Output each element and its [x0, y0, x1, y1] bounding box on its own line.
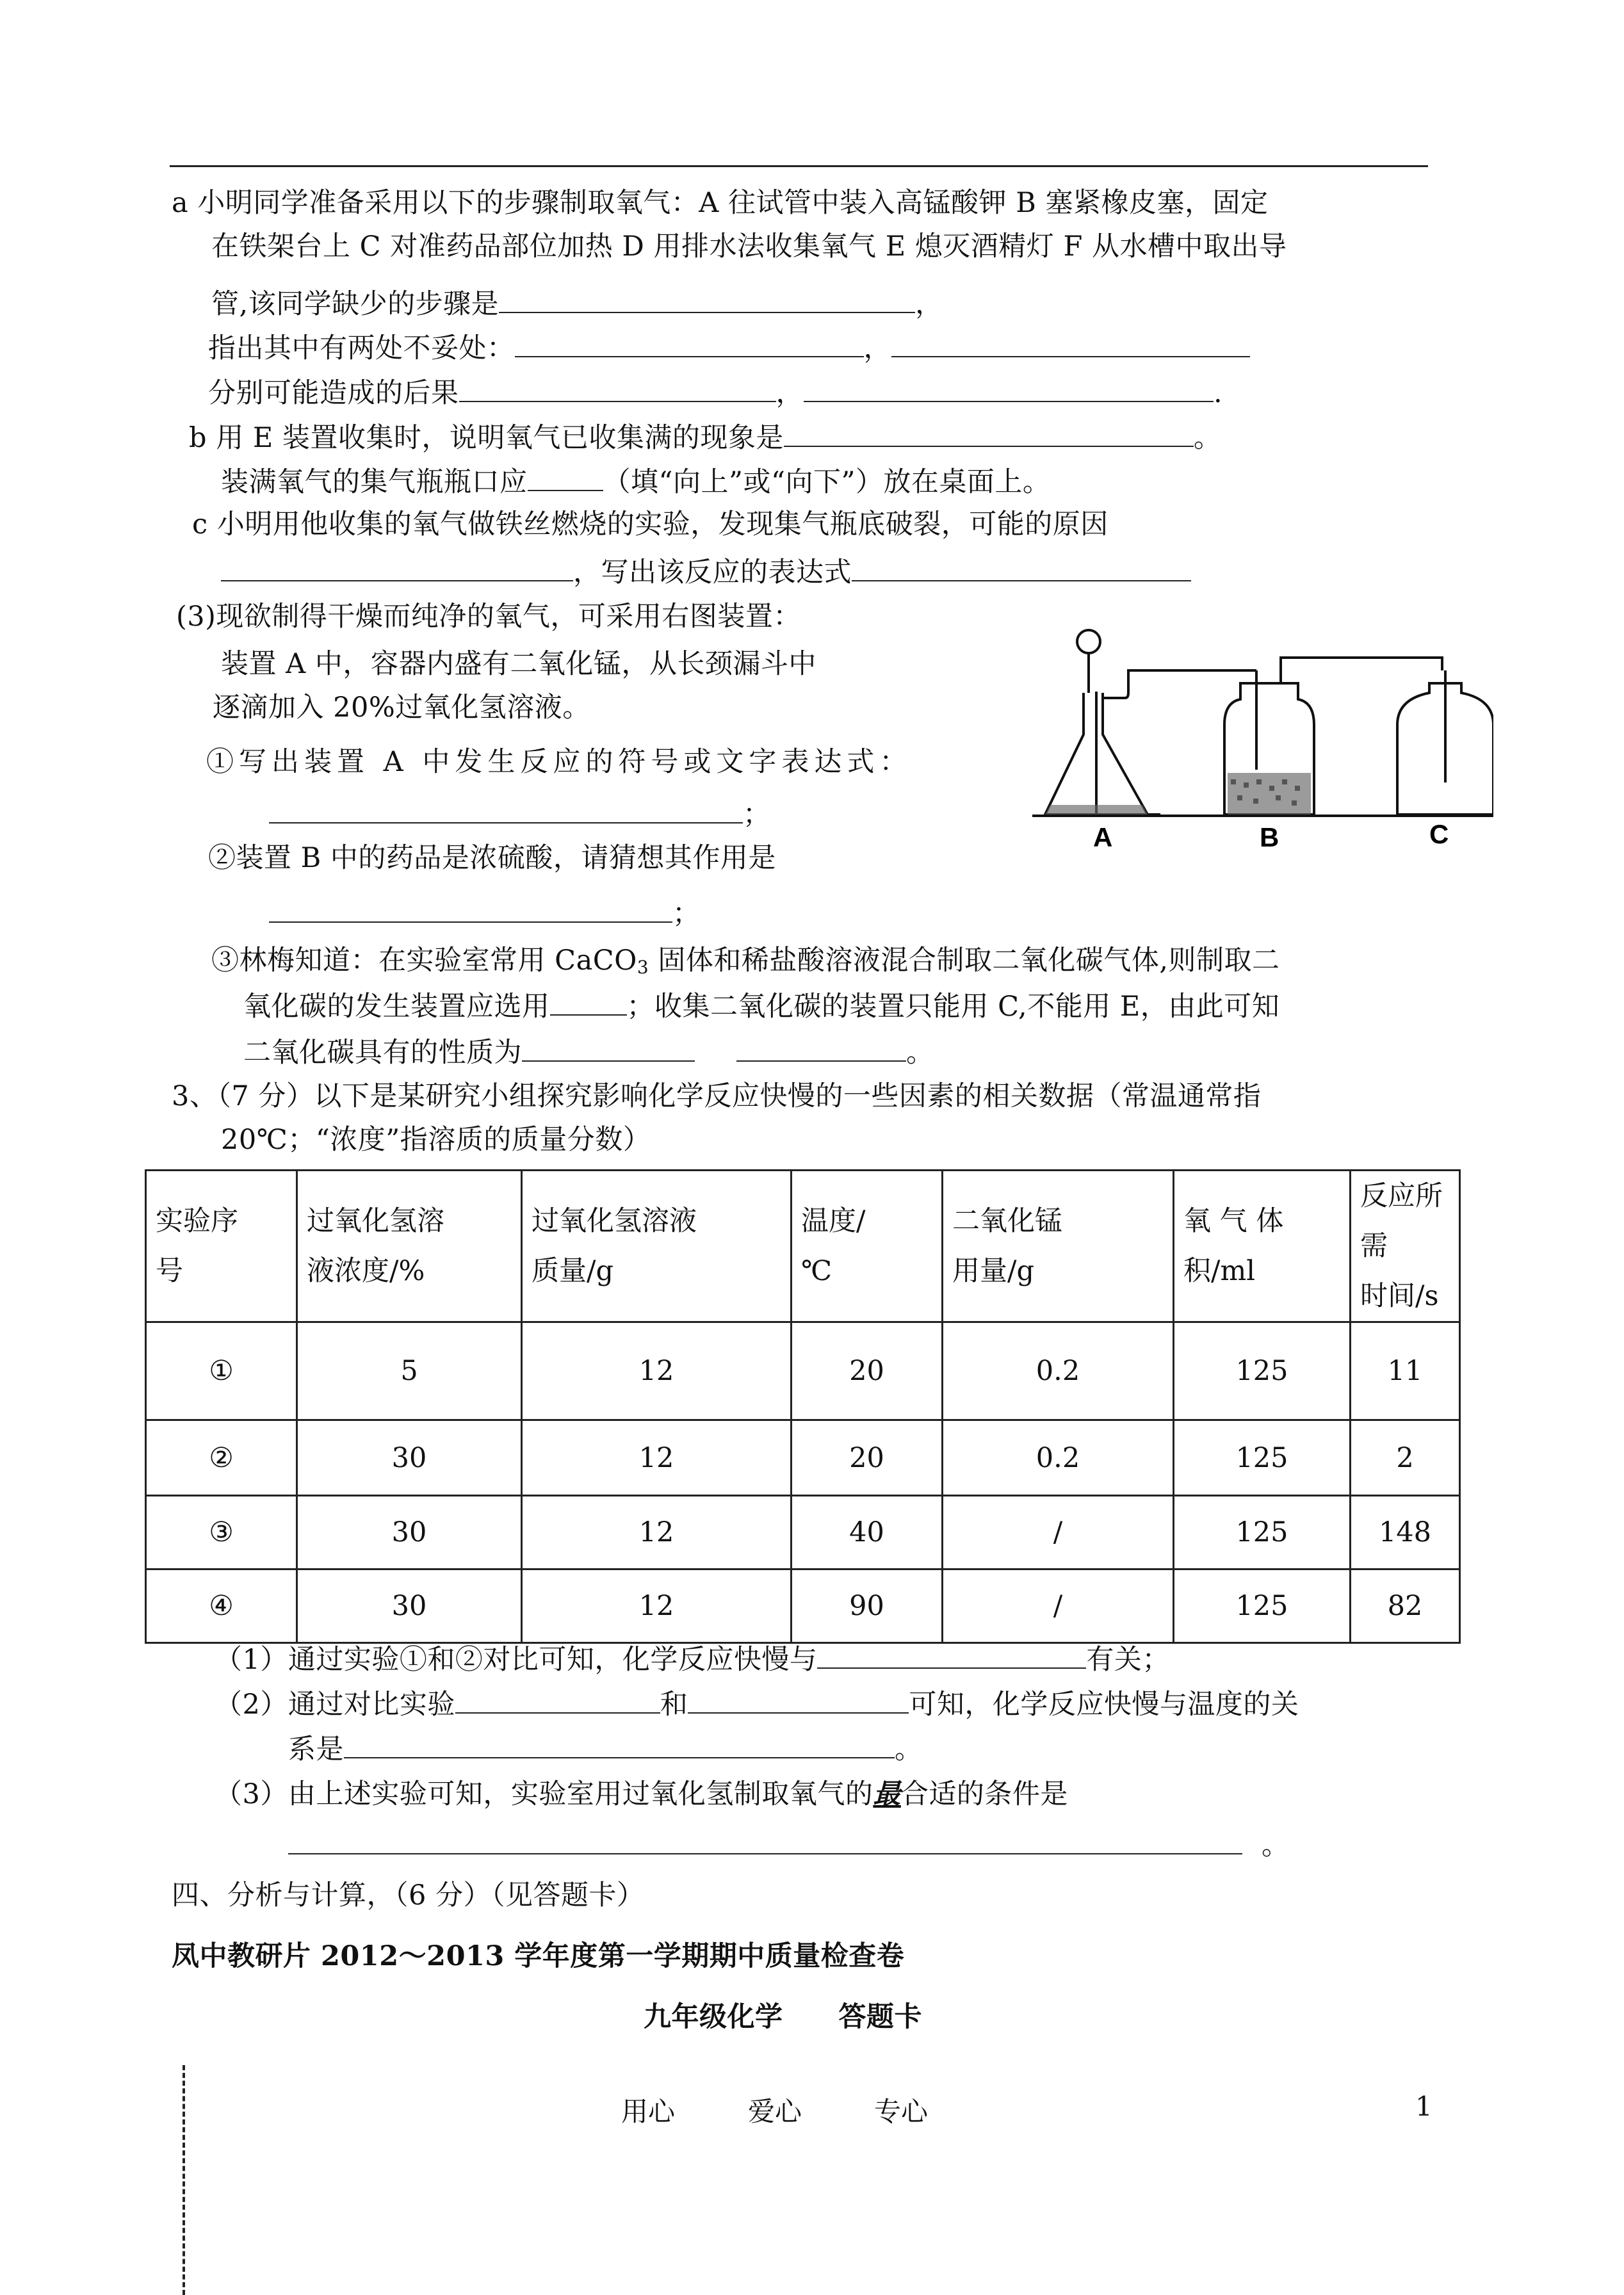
q3part-sub3-line2	[243, 986, 1279, 1026]
table-cell: 30	[297, 1420, 522, 1496]
table-row	[146, 1569, 1460, 1643]
header-rule	[170, 165, 1428, 167]
after-q3-answer	[288, 1825, 1290, 1865]
after-q2-line2-end: 。	[895, 1733, 923, 1765]
q2a-line5-text: 分别可能造成的后果	[208, 377, 459, 409]
table-cell: 20	[792, 1420, 943, 1496]
improper-2-blank[interactable]	[891, 328, 1250, 357]
table-cell: /	[943, 1569, 1174, 1643]
after-q2-and: 和	[660, 1689, 688, 1721]
header-cell: 二氧化锰 用量/g	[943, 1171, 1174, 1322]
q3part-line1: (3)现欲制得干燥而纯净的氧气，可采用右图装置：	[176, 601, 801, 633]
cause-blank[interactable]	[221, 552, 573, 581]
sub3-line2-text: 氧化碳的发生装置应选用	[243, 991, 550, 1023]
q2b-line2	[221, 462, 1050, 501]
q2b-line1	[189, 418, 1221, 457]
q2a-line4-sep: ，	[863, 332, 891, 364]
q2c-line1: c 小明用他收集的氧气做铁丝燃烧的实验，发现集气瓶底破裂，可能的原因	[192, 508, 1108, 540]
q2b-line2-hint: （填“向上”或“向下”）放在桌面上。	[603, 466, 1051, 498]
speed-factor-blank[interactable]	[817, 1639, 1086, 1669]
after-q3-text-b: 合适的条件是	[900, 1778, 1068, 1810]
q3part-sub1: ①写出装置 A 中发生反应的符号或文字表达式：	[206, 746, 913, 778]
q3-line2: 20℃；“浓度”指溶质的质量分数）	[221, 1124, 651, 1156]
table-cell: 20	[792, 1322, 943, 1420]
table-cell: ②	[146, 1420, 297, 1496]
table-cell: 148	[1351, 1496, 1460, 1569]
after-q1-text: （1）通过实验①和②对比可知，化学反应快慢与	[215, 1644, 818, 1676]
after-q3-end: 。	[1262, 1829, 1290, 1861]
q3part-line2: 装置 A 中，容器内盛有二氧化锰，从长颈漏斗中	[221, 648, 816, 680]
table-cell: 82	[1351, 1569, 1460, 1643]
b-purpose-blank[interactable]	[269, 893, 672, 923]
table-cell: ①	[146, 1322, 297, 1420]
footer-word-1: 用心	[621, 2096, 676, 2127]
q2a-line5-sep: ，	[775, 377, 804, 409]
table-cell: 5	[297, 1322, 522, 1420]
table-cell: 125	[1174, 1322, 1351, 1420]
q3part-line3: 逐滴加入 20%过氧化氢溶液。	[213, 692, 590, 724]
answer-card-title: 九年级化学 答题卡	[644, 2001, 922, 2033]
q2a-line3-text: 管,该同学缺少的步骤是	[211, 288, 499, 320]
table-cell: ③	[146, 1496, 297, 1569]
footer-word-3: 专心	[874, 2096, 929, 2127]
table-cell: 12	[522, 1420, 792, 1496]
emphasis-most: 最	[873, 1778, 901, 1810]
q3part-sub3-line3	[243, 1032, 934, 1072]
table-cell: 12	[522, 1569, 792, 1643]
table-cell: 12	[522, 1322, 792, 1420]
q2a-line5-end: .	[1214, 377, 1223, 409]
tube-a-b	[1103, 670, 1256, 698]
q2a-line3-end: ，	[915, 288, 943, 320]
header-cell: 氧 气 体 积/ml	[1174, 1171, 1351, 1322]
table-cell: 90	[792, 1569, 943, 1643]
q3part-sub1-answer	[269, 794, 771, 834]
header-cell: 过氧化氢溶液 质量/g	[522, 1171, 792, 1322]
page-number: 1	[1415, 2091, 1433, 2122]
after-q2	[215, 1684, 1299, 1724]
table-cell: 0.2	[943, 1420, 1174, 1496]
after-q2-line2-text: 系是	[288, 1733, 344, 1765]
sub3-line3-end: 。	[906, 1037, 934, 1069]
tube-b-c	[1281, 658, 1442, 683]
after-q2-line2	[288, 1729, 923, 1769]
q2a-line5	[208, 373, 1222, 412]
iron-equation-blank[interactable]	[852, 552, 1191, 581]
missing-step-blank[interactable]	[499, 284, 915, 313]
q3-line1: 3、（7 分）以下是某研究小组探究影响化学反应快慢的一些因素的相关数据（常温通常指	[172, 1080, 1262, 1112]
q2a-line4	[208, 328, 1250, 368]
q3part-sub3-line1	[211, 941, 1280, 987]
table-row	[146, 1420, 1460, 1496]
q2b-line1-end: 。	[1193, 422, 1222, 454]
q2a-line3	[211, 284, 943, 323]
after-q3-text-a: （3）由上述实验可知，实验室用过氧化氢制取氧气的	[215, 1778, 873, 1810]
sub3-subscript: 3	[637, 957, 649, 978]
q3part-sub2: ②装置 B 中的药品是浓硫酸，请猜想其作用是	[208, 842, 776, 874]
table-cell: 125	[1174, 1569, 1351, 1643]
after-q2-text: （2）通过对比实验	[215, 1689, 455, 1721]
apparatus-figure	[1032, 622, 1493, 853]
sub3-line3-text: 二氧化碳具有的性质为	[243, 1037, 522, 1069]
table-cell: 30	[297, 1569, 522, 1643]
improper-1-blank[interactable]	[515, 328, 864, 357]
consequence-2-blank[interactable]	[804, 373, 1214, 402]
table-cell: /	[943, 1496, 1174, 1569]
cut-line	[183, 2065, 185, 2295]
q2a-line1: a 小明同学准备采用以下的步骤制取氧气：A 往试管中装入高锰酸钾 B 塞紧橡皮塞，固定	[172, 187, 1269, 219]
q2b-line2-text: 装满氧气的集气瓶瓶口应	[221, 466, 528, 498]
co2-generator-blank[interactable]	[550, 986, 627, 1016]
q2b-line1-text: b 用 E 装置收集时，说明氧气已收集满的现象是	[189, 422, 784, 454]
label-a: A	[1093, 822, 1113, 852]
consequence-1-blank[interactable]	[459, 373, 776, 402]
table-row	[146, 1496, 1460, 1569]
table-cell: 11	[1351, 1322, 1460, 1420]
co2-property-1-blank[interactable]	[522, 1032, 695, 1062]
q2a-line4-text: 指出其中有两处不妥处：	[208, 332, 515, 364]
full-phenomenon-blank[interactable]	[784, 418, 1194, 447]
funnel-top	[1077, 630, 1100, 653]
after-q2-rest: 可知，化学反应快慢与温度的关	[909, 1689, 1299, 1721]
section-4: 四、分析与计算，（6 分）（见答题卡）	[172, 1879, 645, 1911]
label-c: C	[1429, 819, 1449, 849]
sub3-text-b: 固体和稀盐酸溶液混合制取二氧化碳气体,则制取二	[649, 945, 1280, 977]
table-cell: ④	[146, 1569, 297, 1643]
sub3-line2-rest: ；收集二氧化碳的装置只能用 C,不能用 E，由此可知	[626, 991, 1280, 1023]
table-header-row	[146, 1171, 1460, 1322]
table-row	[146, 1322, 1460, 1420]
exp-compare-2-blank[interactable]	[688, 1684, 909, 1714]
table-cell: 125	[1174, 1420, 1351, 1496]
co2-property-2-blank[interactable]	[736, 1032, 906, 1062]
q3part-sub2-answer	[269, 893, 701, 933]
reaction-a-blank[interactable]	[269, 794, 743, 823]
exp-compare-1-blank[interactable]	[455, 1684, 660, 1714]
q3part-sub2-end: ；	[672, 898, 701, 930]
best-condition-blank[interactable]	[288, 1825, 1242, 1854]
table-cell: 125	[1174, 1496, 1351, 1569]
after-q3	[215, 1775, 1068, 1813]
exam-title: 凤中教研片 2012～2013 学年度第一学期期中质量检查卷	[172, 1940, 905, 1972]
table-cell: 2	[1351, 1420, 1460, 1496]
q2c-line2-text: ，写出该反应的表达式	[573, 556, 852, 588]
header-cell: 实验序 号	[146, 1171, 297, 1322]
table-cell: 0.2	[943, 1322, 1174, 1420]
header-cell: 过氧化氢溶 液浓度/%	[297, 1171, 522, 1322]
header-cell: 反应所需 时间/s	[1351, 1171, 1460, 1322]
sub3-text-a: ③林梅知道：在实验室常用 CaCO	[211, 945, 637, 977]
header-cell: 温度/ ℃	[792, 1171, 943, 1322]
table-cell: 30	[297, 1496, 522, 1569]
experiment-table	[145, 1169, 1461, 1644]
label-b: B	[1260, 822, 1279, 852]
q2a-line2: 在铁架台上 C 对准药品部位加热 D 用排水法收集氧气 E 熄灭酒精灯 F 从水槽中取出导	[211, 231, 1287, 263]
q3part-sub1-end: ；	[743, 799, 771, 831]
table-cell: 40	[792, 1496, 943, 1569]
footer-word-2: 爱心	[748, 2096, 802, 2127]
temperature-relation-blank[interactable]	[344, 1729, 895, 1758]
after-q1-end: 有关；	[1086, 1644, 1170, 1676]
q2c-line2	[221, 552, 1191, 592]
table-cell: 12	[522, 1496, 792, 1569]
after-q1	[215, 1639, 1170, 1679]
mouth-direction-blank[interactable]	[528, 462, 603, 491]
